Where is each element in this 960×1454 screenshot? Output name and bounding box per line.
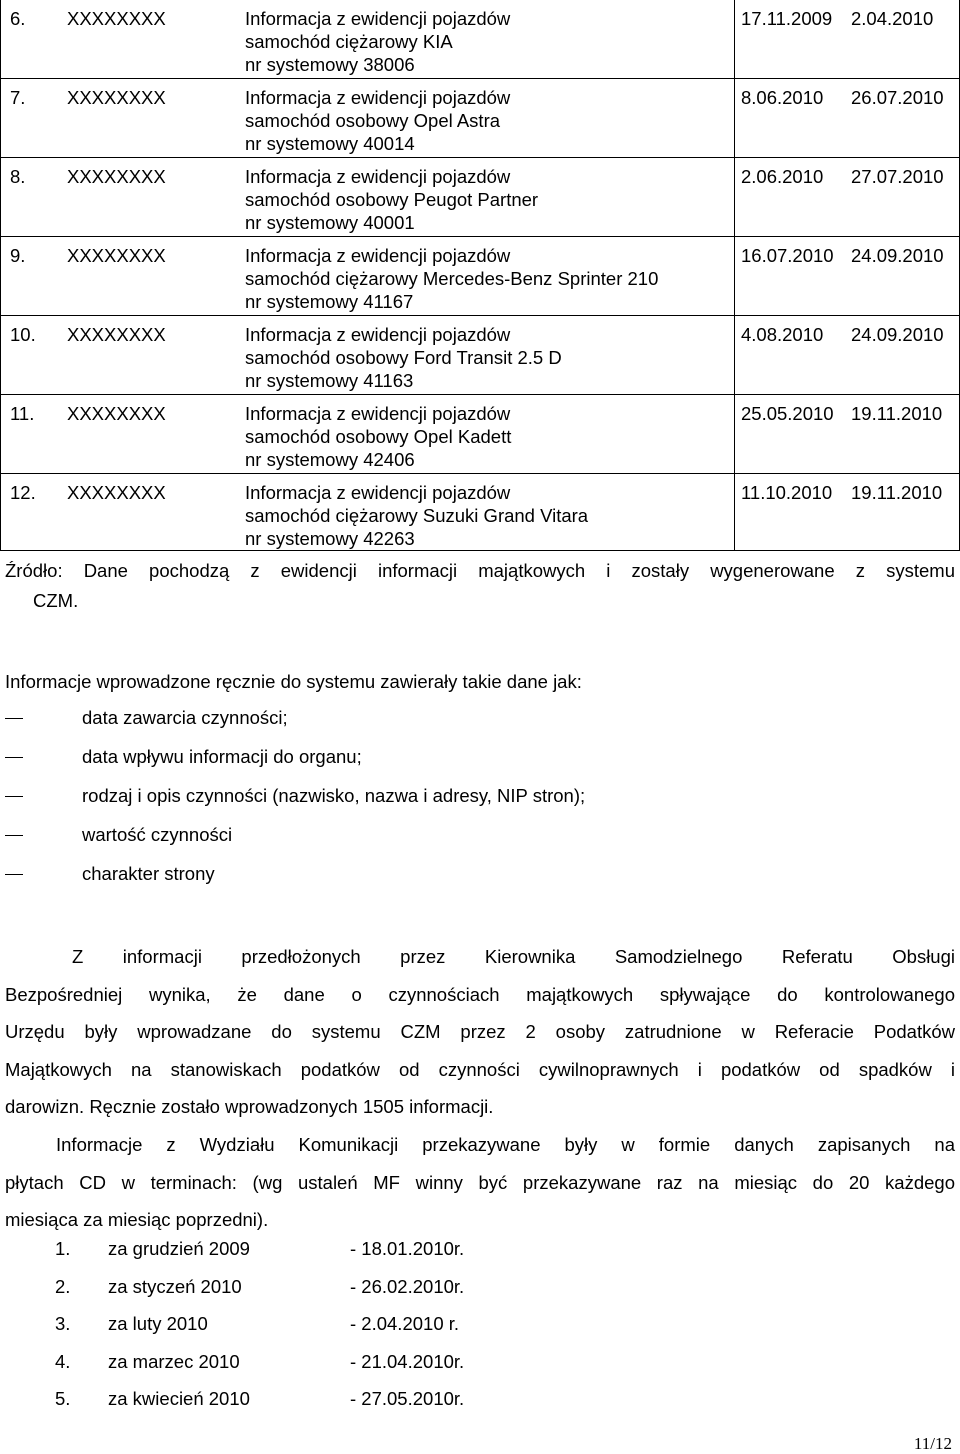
table-row-divider bbox=[0, 236, 960, 237]
row-date-2: 2.04.2010 bbox=[851, 8, 934, 29]
row-date-2: 26.07.2010 bbox=[851, 87, 944, 108]
row-name: XXXXXXXX bbox=[67, 245, 166, 266]
row-desc-line2: samochód osobowy Peugot Partner bbox=[245, 189, 539, 210]
table-row-divider bbox=[0, 157, 960, 158]
dash-bullet-icon bbox=[5, 796, 23, 797]
list-item bbox=[5, 746, 362, 768]
list-item-date: - 21.04.2010r. bbox=[350, 1351, 465, 1372]
list-item-period: za kwiecień 2010 bbox=[108, 1388, 250, 1409]
row-number: 10. bbox=[10, 324, 36, 345]
list-item-text: data wpływu informacji do organu; bbox=[82, 746, 362, 767]
row-desc-line1: Informacja z ewidencji pojazdów bbox=[245, 166, 511, 187]
row-desc-line1: Informacja z ewidencji pojazdów bbox=[245, 245, 511, 266]
row-date-1: 16.07.2010 bbox=[741, 245, 834, 266]
list-item-number: 1. bbox=[55, 1238, 71, 1259]
row-number: 6. bbox=[10, 8, 26, 29]
list-item bbox=[5, 863, 215, 885]
source-note-line2: CZM. bbox=[33, 590, 79, 611]
list-item-text: data zawarcia czynności; bbox=[82, 707, 288, 728]
table-row bbox=[0, 165, 960, 235]
table-row-divider bbox=[0, 78, 960, 79]
list-item bbox=[5, 707, 288, 729]
row-date-2: 24.09.2010 bbox=[851, 324, 944, 345]
source-note-line1: Źródło: Dane pochodzą z ewidencji informacji majątkowych i zostały wygenerowane z systemu bbox=[5, 560, 955, 581]
table-row bbox=[0, 323, 960, 393]
row-desc-line2: samochód ciężarowy KIA bbox=[245, 31, 453, 52]
paragraph-line: płytach CD w terminach: (wg ustaleń MF winny być przekazywane raz na miesiąc do 20 każdego bbox=[5, 1171, 955, 1193]
list-item-period: za marzec 2010 bbox=[108, 1351, 240, 1372]
list-item-period: za grudzień 2009 bbox=[108, 1238, 250, 1259]
row-number: 12. bbox=[10, 482, 36, 503]
row-number: 11. bbox=[10, 403, 35, 424]
row-name: XXXXXXXX bbox=[67, 482, 166, 503]
intro-text: Informacje wprowadzone ręcznie do systemu zawierały takie dane jak: bbox=[5, 671, 582, 692]
table-row bbox=[0, 481, 960, 551]
row-desc-line3: nr systemowy 40014 bbox=[245, 133, 415, 154]
paragraph-wydzial bbox=[5, 1126, 955, 1239]
row-name: XXXXXXXX bbox=[67, 8, 166, 29]
row-desc-line2: samochód ciężarowy Suzuki Grand Vitara bbox=[245, 505, 589, 526]
row-desc-line3: nr systemowy 38006 bbox=[245, 54, 415, 75]
dash-bullet-icon bbox=[5, 757, 23, 758]
table-row bbox=[0, 244, 960, 314]
list-item bbox=[5, 824, 232, 846]
paragraph-line: Bezpośredniej wynika, że dane o czynnościach majątkowych spływające do kontrolowanego bbox=[5, 983, 955, 1005]
dash-bullet-icon bbox=[5, 718, 23, 719]
row-date-1: 17.11.2009 bbox=[741, 8, 833, 29]
table-row-divider bbox=[0, 473, 960, 474]
row-date-1: 8.06.2010 bbox=[741, 87, 824, 108]
list-item-date: - 26.02.2010r. bbox=[350, 1276, 465, 1297]
row-date-1: 11.10.2010 bbox=[741, 482, 833, 503]
row-date-2: 27.07.2010 bbox=[851, 166, 944, 187]
dash-bullet-icon bbox=[5, 874, 23, 875]
vehicle-records-table bbox=[0, 0, 960, 550]
row-name: XXXXXXXX bbox=[67, 87, 166, 108]
list-item-number: 2. bbox=[55, 1276, 71, 1297]
paragraph-line: miesiąca za miesiąc poprzedni). bbox=[5, 1209, 269, 1230]
list-item-date: - 18.01.2010r. bbox=[350, 1238, 465, 1259]
list-item-text: rodzaj i opis czynności (nazwisko, nazwa i adresy, NIP stron); bbox=[82, 785, 586, 806]
table-row bbox=[0, 402, 960, 472]
paragraph-line: Urzędu były wprowadzane do systemu CZM przez 2 osoby zatrudnione w Referacie Podatków bbox=[5, 1021, 955, 1042]
row-desc-line3: nr systemowy 41167 bbox=[245, 291, 414, 312]
row-desc-line2: samochód osobowy Opel Kadett bbox=[245, 426, 512, 447]
table-row-divider bbox=[0, 394, 960, 395]
row-name: XXXXXXXX bbox=[67, 403, 166, 424]
list-item-date: - 2.04.2010 r. bbox=[350, 1313, 460, 1334]
row-desc-line3: nr systemowy 40001 bbox=[245, 212, 415, 233]
table-row bbox=[0, 86, 960, 156]
dash-bullet-icon bbox=[5, 835, 23, 836]
row-desc-line3: nr systemowy 41163 bbox=[245, 370, 414, 391]
row-desc-line1: Informacja z ewidencji pojazdów bbox=[245, 8, 511, 29]
row-number: 9. bbox=[10, 245, 26, 266]
row-desc-line1: Informacja z ewidencji pojazdów bbox=[245, 403, 511, 424]
row-desc-line3: nr systemowy 42263 bbox=[245, 528, 415, 549]
list-item-text: wartość czynności bbox=[82, 824, 233, 845]
source-note bbox=[5, 556, 955, 616]
paragraph-line: Z informacji przedłożonych przez Kierownika Samodzielnego Referatu Obsługi bbox=[72, 946, 955, 967]
row-desc-line3: nr systemowy 42406 bbox=[245, 449, 415, 470]
list-item-number: 4. bbox=[55, 1351, 71, 1372]
row-desc-line1: Informacja z ewidencji pojazdów bbox=[245, 482, 511, 503]
row-desc-line2: samochód osobowy Ford Transit 2.5 D bbox=[245, 347, 562, 368]
list-item-date: - 27.05.2010r. bbox=[350, 1388, 465, 1409]
page-number: 11/12 bbox=[913, 1434, 952, 1453]
row-desc-line1: Informacja z ewidencji pojazdów bbox=[245, 324, 511, 345]
row-name: XXXXXXXX bbox=[67, 166, 166, 187]
row-date-2: 19.11.2010 bbox=[851, 403, 943, 424]
row-name: XXXXXXXX bbox=[67, 324, 166, 345]
list-item-period: za styczeń 2010 bbox=[108, 1276, 242, 1297]
row-date-1: 25.05.2010 bbox=[741, 403, 834, 424]
row-date-2: 24.09.2010 bbox=[851, 245, 944, 266]
list-item-period: za luty 2010 bbox=[108, 1313, 208, 1334]
table-row-divider bbox=[0, 315, 960, 316]
list-item-text: charakter strony bbox=[82, 863, 215, 884]
paragraph-line: darowizn. Ręcznie zostało wprowadzonych 1505 informacji. bbox=[5, 1096, 494, 1117]
list-item bbox=[5, 785, 585, 807]
list-item-number: 3. bbox=[55, 1313, 71, 1334]
row-desc-line1: Informacja z ewidencji pojazdów bbox=[245, 87, 511, 108]
row-desc-line2: samochód osobowy Opel Astra bbox=[245, 110, 501, 131]
paragraph-referat bbox=[5, 938, 955, 1126]
row-date-1: 4.08.2010 bbox=[741, 324, 824, 345]
row-desc-line2: samochód ciężarowy Mercedes-Benz Sprinter 210 bbox=[245, 268, 659, 289]
row-number: 8. bbox=[10, 166, 26, 187]
row-number: 7. bbox=[10, 87, 26, 108]
paragraph-line: Informacje z Wydziału Komunikacji przekazywane były w formie danych zapisanych na bbox=[56, 1134, 955, 1155]
paragraph-line: Majątkowych na stanowiskach podatków od czynności cywilnoprawnych i podatków od spadków i bbox=[5, 1058, 955, 1080]
table-row bbox=[0, 7, 960, 77]
row-date-2: 19.11.2010 bbox=[851, 482, 943, 503]
row-date-1: 2.06.2010 bbox=[741, 166, 824, 187]
list-item-number: 5. bbox=[55, 1388, 71, 1409]
